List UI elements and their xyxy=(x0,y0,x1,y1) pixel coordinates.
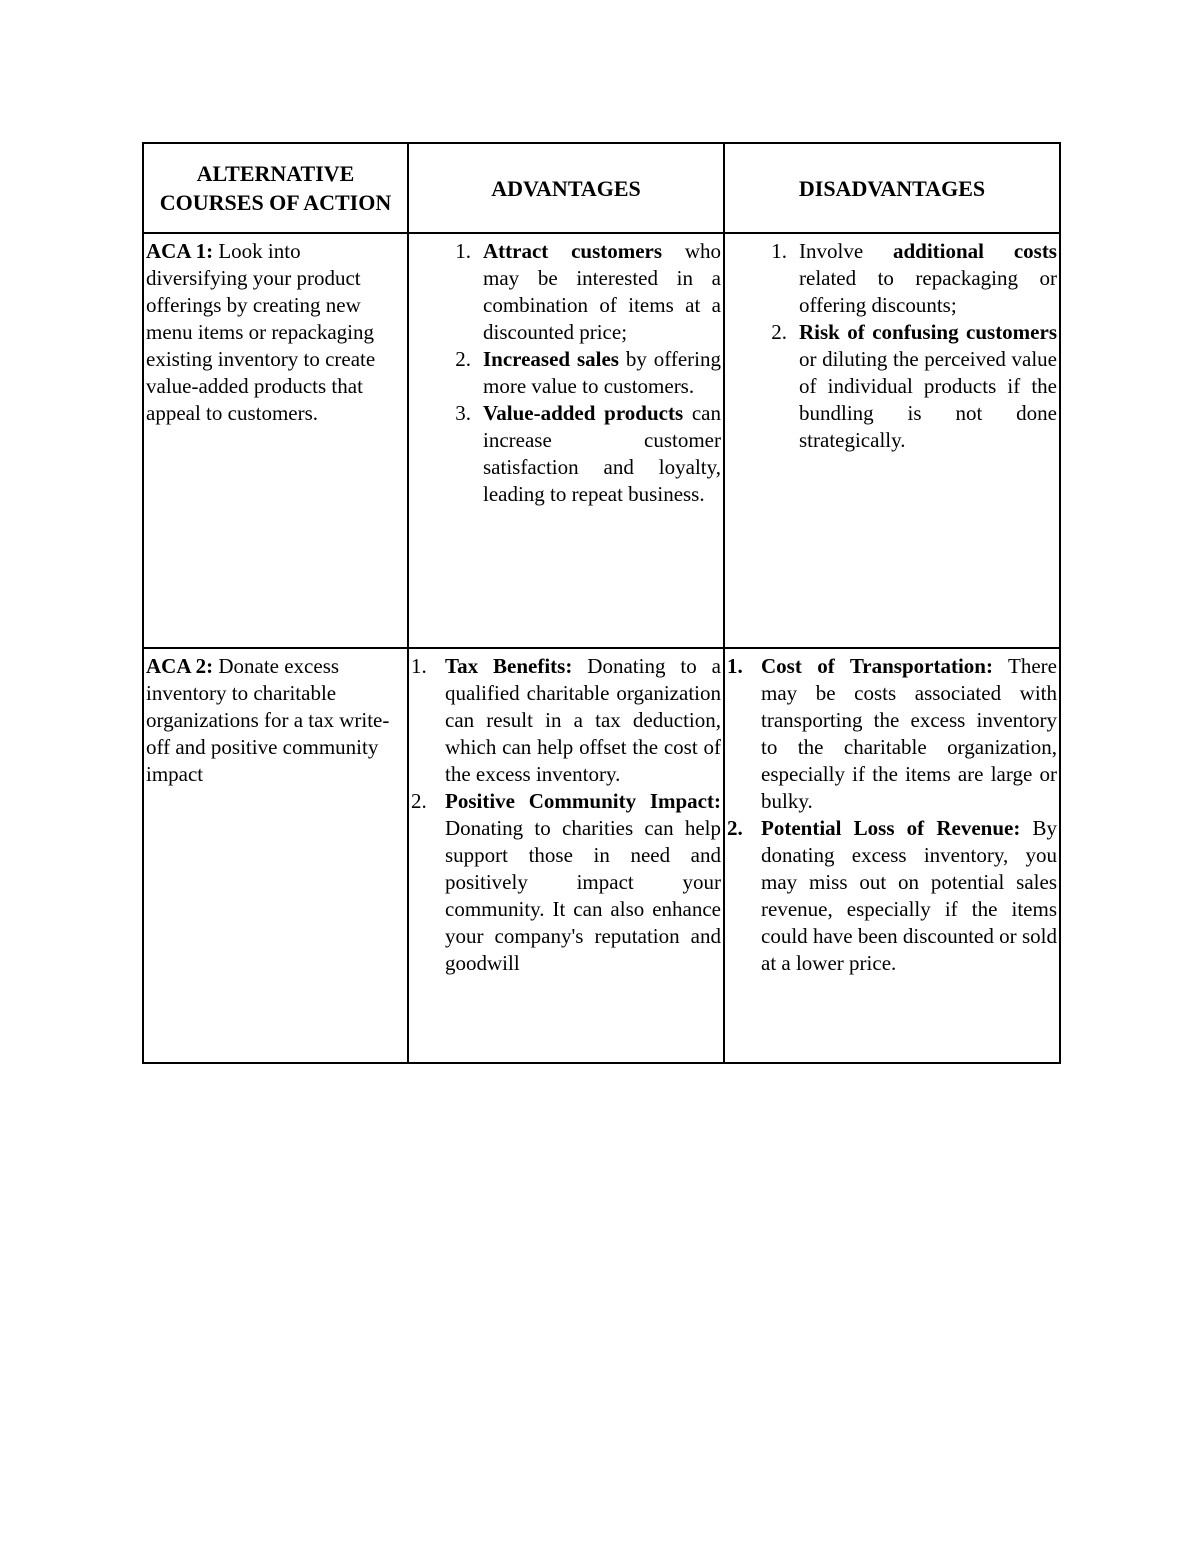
list-item xyxy=(411,653,721,788)
item-number: 2. xyxy=(411,789,427,813)
item-bold: Cost of Transportation: xyxy=(761,654,993,678)
item-text: There may be costs associated with transporting the excess inventory to the charitable organization, especially if the items are large or bulky. xyxy=(761,654,1057,813)
item-number: 2. xyxy=(455,347,471,371)
aca-text: Donate excess inventory to charitable organizations for a tax write-off and positive community impact xyxy=(146,654,390,786)
item-bold: Increased sales xyxy=(483,347,619,371)
item-bold: additional costs xyxy=(892,239,1057,263)
list-item xyxy=(411,788,721,977)
table-row xyxy=(143,233,1060,648)
item-text: Donating to a qualified charitable organization can result in a tax deduction, which can help offset the cost of the excess inventory. xyxy=(445,654,721,786)
aca-cell xyxy=(143,648,408,1063)
item-text: by offering more value to customers. xyxy=(483,347,721,398)
item-number: 1. xyxy=(771,239,787,263)
item-text: or diluting the perceived value of individual products if the bundling is not done strategically. xyxy=(799,347,1057,452)
item-bold: Attract customers xyxy=(483,239,663,263)
header-row xyxy=(143,143,1060,233)
advantages-list xyxy=(409,649,723,977)
list-item xyxy=(727,653,1057,815)
item-number: 1. xyxy=(411,654,427,678)
item-text: who may be interested in a combination of items at a discounted price; xyxy=(483,239,721,344)
aca-cell xyxy=(143,233,408,648)
header-alternatives: ALTERNATIVE COURSES OF ACTION xyxy=(143,143,408,233)
item-bold: Potential Loss of Revenue: xyxy=(761,816,1021,840)
list-item xyxy=(455,400,721,508)
list-item xyxy=(771,319,1057,454)
item-bold: Positive Community Impact: xyxy=(445,789,721,813)
disadvantages-list xyxy=(725,234,1059,454)
header-advantages: ADVANTAGES xyxy=(408,143,724,233)
item-number: 2. xyxy=(727,816,743,840)
item-pre: Involve xyxy=(799,239,893,263)
item-text: Donating to charities can help support those in need and positively impact your community. It can also enhance your company's reputation and goodwill xyxy=(445,816,721,975)
item-bold: Value-added products xyxy=(483,401,684,425)
aca-text: Look into diversifying your product offerings by creating new menu items or repackaging existing inventory to create value-added products that appeal to customers. xyxy=(146,239,376,425)
list-item xyxy=(727,815,1057,977)
item-text: can increase customer satisfaction and loyalty, leading to repeat business. xyxy=(483,401,721,506)
advantages-cell xyxy=(408,233,724,648)
advantages-list xyxy=(409,234,723,508)
list-item xyxy=(771,238,1057,319)
aca-table xyxy=(142,142,1061,1064)
header-disadvantages: DISADVANTAGES xyxy=(724,143,1060,233)
list-item xyxy=(455,346,721,400)
item-number: 1. xyxy=(727,654,743,678)
item-text: related to repackaging or offering discounts; xyxy=(799,266,1057,317)
aca-label: ACA 1: xyxy=(146,239,214,263)
list-item xyxy=(455,238,721,346)
item-bold: Tax Benefits: xyxy=(445,654,573,678)
advantages-cell xyxy=(408,648,724,1063)
disadvantages-cell xyxy=(724,648,1060,1063)
item-number: 1. xyxy=(455,239,471,263)
disadvantages-cell xyxy=(724,233,1060,648)
item-number: 2. xyxy=(771,320,787,344)
item-number: 3. xyxy=(455,401,471,425)
disadvantages-list xyxy=(725,649,1059,977)
item-text: By donating excess inventory, you may miss out on potential sales revenue, especially if the items could have been discounted or sold at a lower price. xyxy=(761,816,1057,975)
table-row xyxy=(143,648,1060,1063)
aca-label: ACA 2: xyxy=(146,654,214,678)
item-bold: Risk of confusing customers xyxy=(799,320,1057,344)
